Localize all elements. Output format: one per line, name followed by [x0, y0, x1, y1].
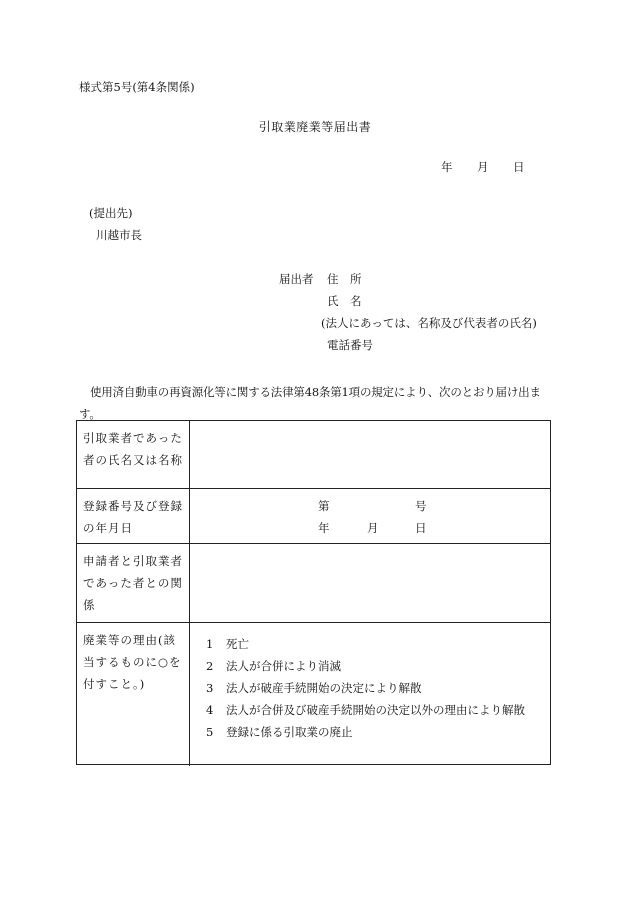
reason-option-number: 5	[206, 725, 214, 739]
reason-option[interactable]	[206, 655, 525, 677]
reason-option-text: 死亡	[226, 637, 249, 651]
reason-option-text: 法人が破産手続開始の決定により解散	[226, 681, 422, 695]
registration-date-day: 日	[415, 521, 427, 535]
submission-date-line	[441, 162, 525, 174]
applicant-label: 届出者	[279, 272, 314, 286]
table-row-registration	[77, 489, 550, 544]
relationship-field[interactable]	[190, 544, 550, 622]
relationship-label: 申請者と引取業者であった者との関係	[77, 544, 190, 622]
notification-form-table	[76, 420, 551, 765]
reason-option-number: 3	[206, 681, 214, 695]
reason-option-text: 登録に係る引取業の廃止	[226, 725, 353, 739]
document-title: 引取業廃業等届出書	[258, 120, 372, 134]
reason-option[interactable]	[206, 677, 525, 699]
reason-option-text: 法人が合併及び破産手続開始の決定以外の理由により解散	[226, 703, 525, 717]
registration-label: 登録番号及び登録の年月日	[77, 489, 190, 543]
reason-label: 廃業等の理由(該当するものに○を付すこと。)	[77, 623, 190, 766]
reason-option-number: 4	[206, 703, 214, 717]
date-year-label: 年	[441, 160, 453, 174]
statement-text: 使用済自動車の再資源化等に関する法律第48条第1項の規定により、次のとおり届け出ます。	[79, 385, 541, 421]
date-month-label: 月	[477, 160, 489, 174]
addressee-name: 川越市長	[96, 228, 142, 242]
reason-option[interactable]	[206, 633, 525, 655]
table-row-operator-name	[77, 421, 550, 489]
table-row-reason	[77, 623, 550, 766]
reason-field	[190, 623, 550, 766]
registration-number-prefix: 第	[318, 499, 330, 513]
reason-option-number: 2	[206, 659, 214, 673]
addressee-label: (提出先)	[89, 206, 133, 220]
registration-date-year: 年	[318, 521, 330, 535]
registration-date-month: 月	[367, 521, 379, 535]
reason-options-list	[206, 633, 525, 743]
applicant-corporate-note: (法人にあっては、名称及び代表者の氏名)	[321, 316, 537, 330]
reason-option[interactable]	[206, 721, 525, 743]
registration-number-suffix: 号	[415, 499, 427, 513]
registration-field[interactable]	[190, 489, 550, 543]
reason-option-text: 法人が合併により消滅	[226, 659, 341, 673]
reason-option-number: 1	[206, 637, 214, 651]
operator-name-label: 引取業者であった者の氏名又は名称	[77, 421, 190, 488]
date-day-label: 日	[513, 160, 525, 174]
reason-option[interactable]	[206, 699, 525, 721]
applicant-address-label: 住 所	[327, 272, 362, 286]
applicant-phone-label: 電話番号	[327, 338, 373, 352]
table-row-relationship	[77, 544, 550, 623]
applicant-name-label: 氏 名	[327, 294, 362, 308]
operator-name-field[interactable]	[190, 421, 550, 488]
form-number: 様式第5号(第4条関係)	[79, 80, 195, 94]
